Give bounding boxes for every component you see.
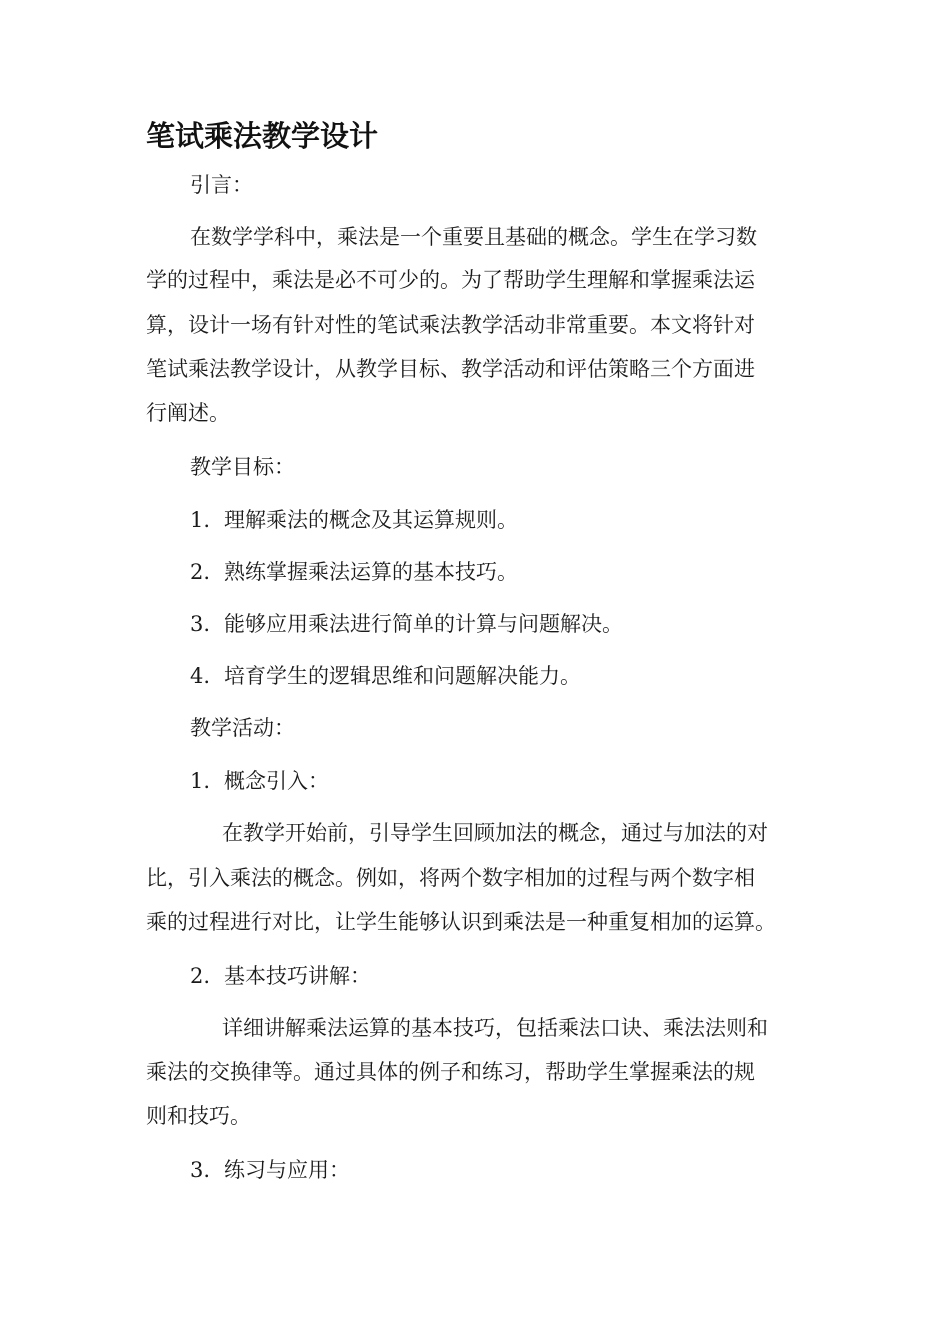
intro-line-1: 在数学学科中，乘法是一个重要且基础的概念。学生在学习数 [190, 225, 757, 249]
activity-1-line-3: 乘的过程进行对比，让学生能够认识到乘法是一种重复相加的运算。 [146, 910, 776, 934]
goal-number: 1. [190, 508, 211, 532]
goal-text: 理解乘法的概念及其运算规则。 [224, 508, 518, 532]
activity-title: 练习与应用： [224, 1158, 350, 1182]
intro-line-2: 学的过程中，乘法是必不可少的。为了帮助学生理解和掌握乘法运 [146, 268, 755, 292]
intro-line-5: 行阐述。 [146, 401, 230, 425]
goal-number: 3. [190, 612, 211, 636]
activity-2-heading [190, 961, 371, 991]
goal-text: 培育学生的逻辑思维和问题解决能力。 [224, 664, 581, 688]
goal-text: 熟练掌握乘法运算的基本技巧。 [224, 560, 518, 584]
activity-2-line-3: 则和技巧。 [146, 1104, 251, 1128]
activity-2-line-2: 乘法的交换律等。通过具体的例子和练习，帮助学生掌握乘法的规 [146, 1060, 755, 1084]
goals-heading: 教学目标： [190, 455, 295, 479]
intro-heading: 引言： [190, 173, 253, 197]
goal-item [190, 609, 623, 639]
goal-number: 2. [190, 560, 211, 584]
activity-number: 3. [190, 1158, 211, 1182]
activity-2-line-1: 详细讲解乘法运算的基本技巧，包括乘法口诀、乘法法则和 [222, 1016, 768, 1040]
goal-item [190, 661, 581, 691]
activity-number: 1. [190, 769, 211, 793]
intro-line-3: 算，设计一场有针对性的笔试乘法教学活动非常重要。本文将针对 [146, 313, 755, 337]
goal-number: 4. [190, 664, 211, 688]
intro-line-4: 笔试乘法教学设计，从教学目标、教学活动和评估策略三个方面进 [146, 357, 755, 381]
goal-item [190, 557, 518, 587]
activity-title: 概念引入： [224, 769, 329, 793]
goal-item [190, 505, 518, 535]
activity-title: 基本技巧讲解： [224, 964, 371, 988]
activity-number: 2. [190, 964, 211, 988]
activity-1-line-1: 在教学开始前，引导学生回顾加法的概念，通过与加法的对 [222, 821, 768, 845]
document-title: 笔试乘法教学设计 [146, 119, 379, 153]
activity-1-heading [190, 766, 329, 796]
activity-1-line-2: 比，引入乘法的概念。例如，将两个数字相加的过程与两个数字相 [146, 866, 755, 890]
activity-3-heading [190, 1155, 350, 1185]
goal-text: 能够应用乘法进行简单的计算与问题解决。 [224, 612, 623, 636]
activities-heading: 教学活动： [190, 716, 295, 740]
